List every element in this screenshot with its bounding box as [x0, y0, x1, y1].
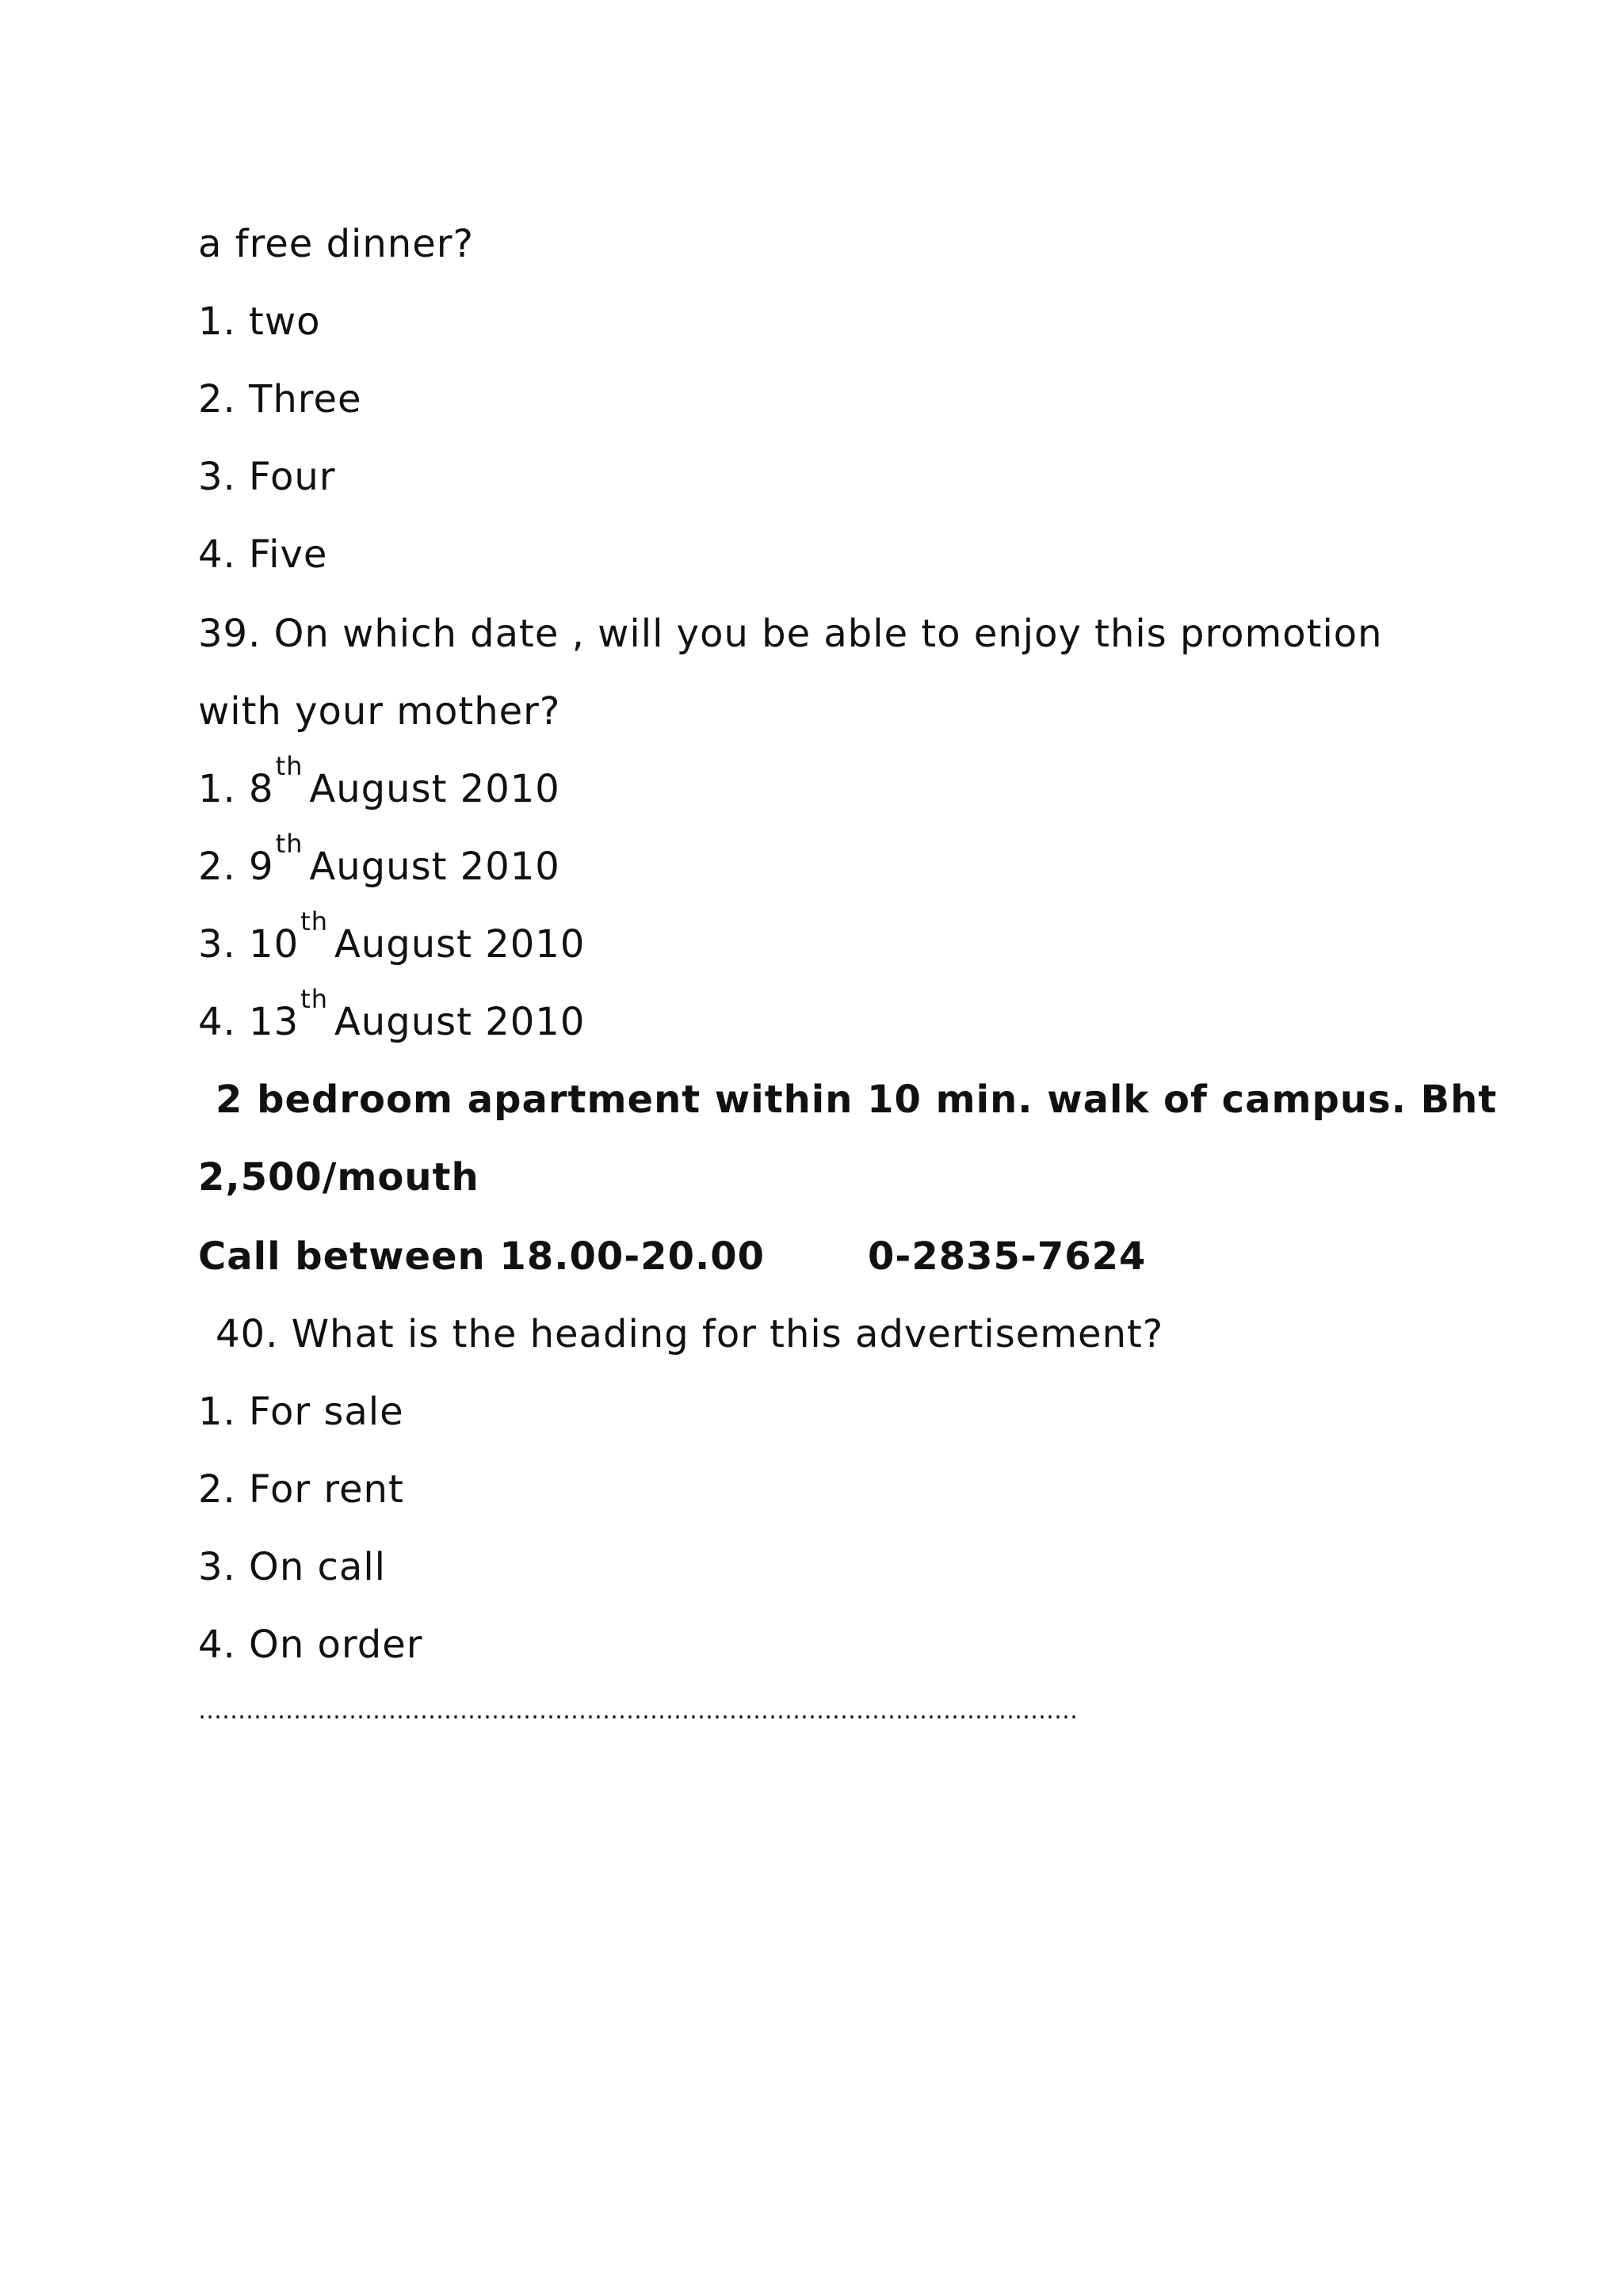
q39-option-1	[198, 751, 560, 817]
q40-stem: 40. What is the heading for this advertisement?	[216, 1312, 1164, 1356]
q39-option-4-prefix: 4. 13	[198, 1000, 300, 1044]
q38-stem-end: a free dinner?	[198, 222, 474, 266]
q39-option-3-sup: th	[300, 906, 328, 936]
q39-option-3	[198, 906, 586, 972]
q39-option-2-rest: August 2010	[309, 845, 560, 889]
ad-line-2: 2,500/mouth	[198, 1155, 479, 1199]
ad-line-1: 2 bedroom apartment within 10 min. walk of campus. Bht	[216, 1077, 1498, 1122]
q40-option-2: 2. For rent	[198, 1467, 404, 1512]
q39-stem-line-2: with your mother?	[198, 689, 561, 734]
q39-option-2	[198, 829, 560, 894]
q40-option-1: 1. For sale	[198, 1390, 404, 1434]
ad-phone-number: 0-2835-7624	[868, 1234, 1147, 1279]
q39-option-1-rest: August 2010	[309, 767, 560, 811]
ad-call-line	[198, 1233, 1146, 1280]
q38-option-3: 3. Four	[198, 455, 336, 499]
q40-option-3: 3. On call	[198, 1545, 386, 1589]
q39-option-2-sup: th	[275, 829, 304, 859]
q39-option-4	[198, 984, 586, 1050]
ad-call-text: Call between 18.00-20.00	[198, 1234, 766, 1279]
q39-option-3-rest: August 2010	[334, 922, 586, 967]
q39-stem-line-1: 39. On which date , will you be able to enjoy this promotion	[198, 612, 1383, 656]
q38-option-4: 4. Five	[198, 532, 328, 577]
q39-option-4-sup: th	[300, 984, 328, 1014]
q39-option-1-prefix: 1. 8	[198, 767, 274, 811]
q40-option-4: 4. On order	[198, 1623, 423, 1667]
q38-option-2: 2. Three	[198, 377, 362, 421]
dotted-separator: …………………………………………………………………………………………………	[198, 1697, 1078, 1725]
q39-option-3-prefix: 3. 10	[198, 922, 300, 967]
q39-option-4-rest: August 2010	[334, 1000, 586, 1044]
q39-option-2-prefix: 2. 9	[198, 845, 274, 889]
q39-option-1-sup: th	[275, 751, 304, 781]
q38-option-1: 1. two	[198, 299, 321, 344]
